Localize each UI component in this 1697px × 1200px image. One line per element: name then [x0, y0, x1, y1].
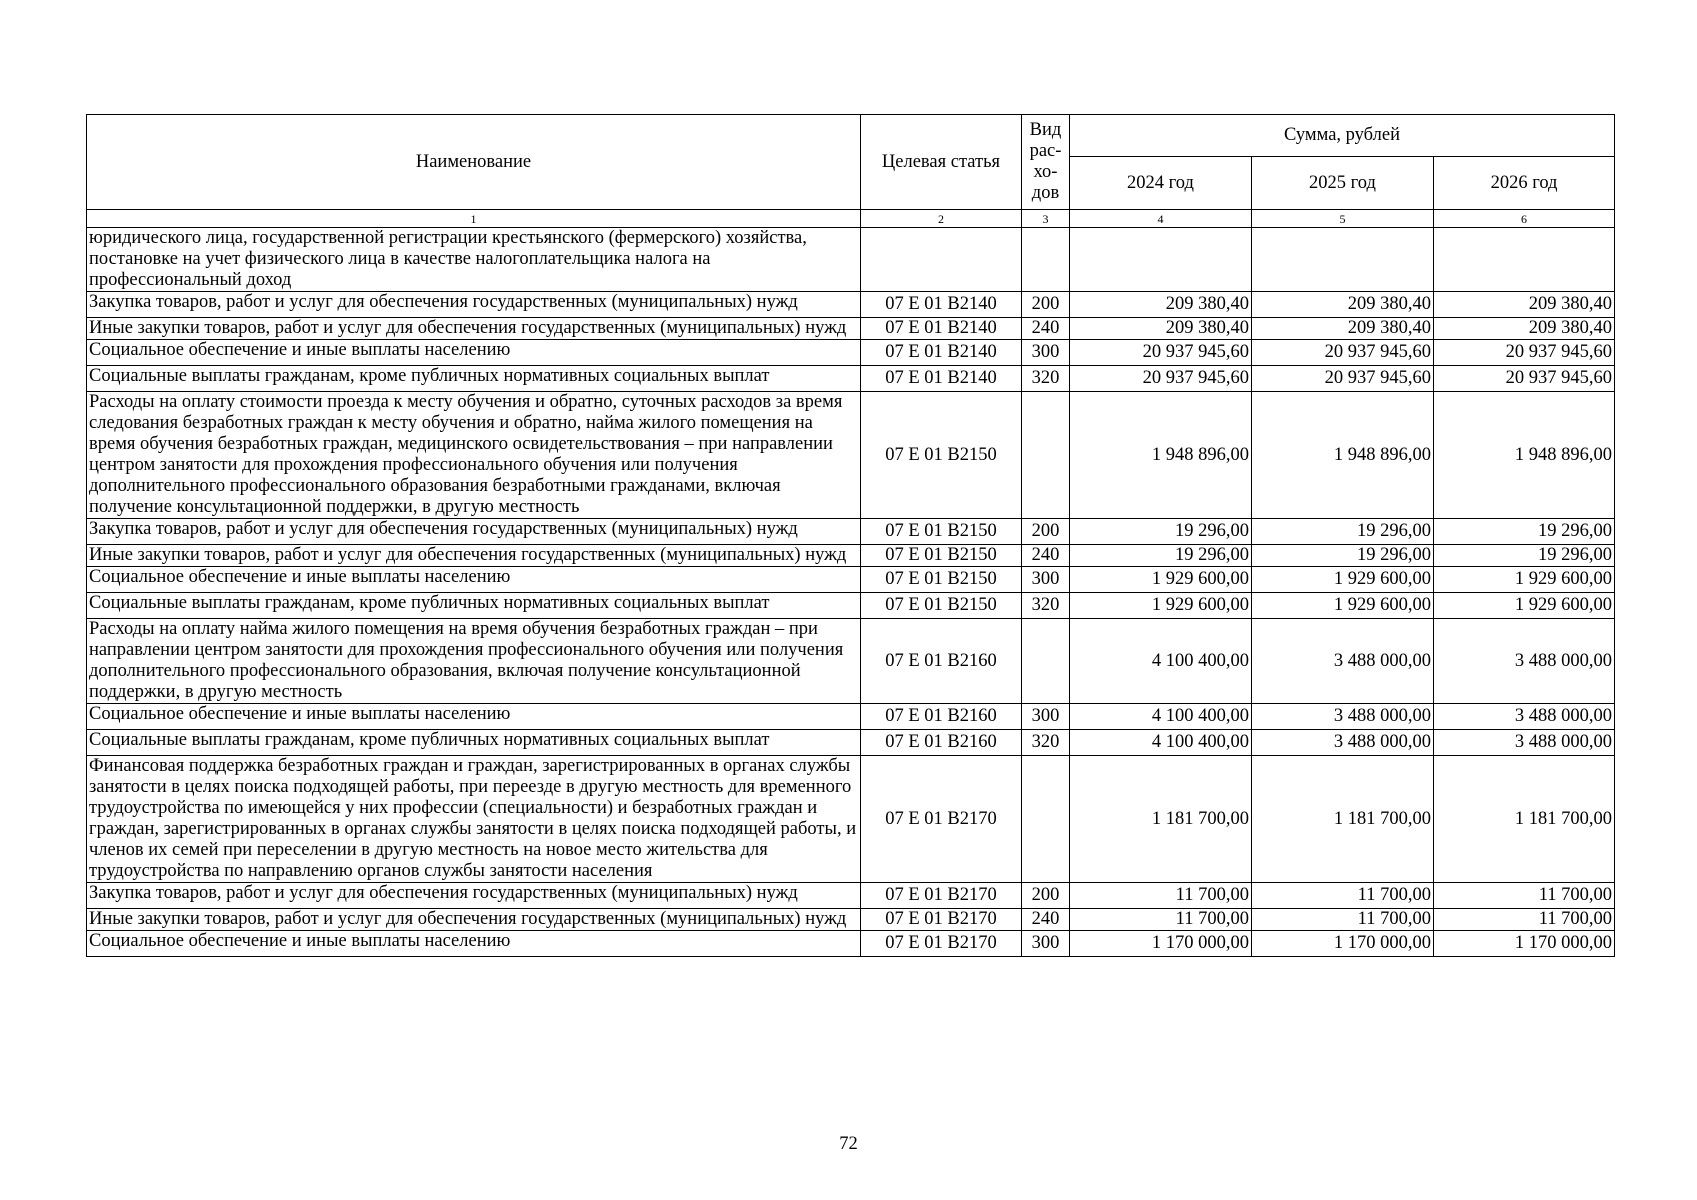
row-target-article: 07 Е 01 В2150: [861, 392, 1022, 519]
row-name: Социальные выплаты гражданам, кроме публичных нормативных социальных выплат: [87, 593, 861, 619]
row-expense-kind: 320: [1022, 366, 1070, 392]
row-name: Социальные выплаты гражданам, кроме публичных нормативных социальных выплат: [87, 730, 861, 756]
row-expense-kind: [1022, 619, 1070, 704]
header-expense-kind: Вид рас-хо-дов: [1022, 115, 1070, 210]
row-amount-2024: 1 929 600,00: [1070, 593, 1252, 619]
row-amount-2025: 11 700,00: [1252, 883, 1434, 909]
row-amount-2026: 3 488 000,00: [1434, 730, 1615, 756]
row-amount-2025: 1 929 600,00: [1252, 567, 1434, 593]
row-amount-2024: [1070, 228, 1252, 292]
row-expense-kind: 200: [1022, 519, 1070, 545]
row-target-article: 07 Е 01 В2170: [861, 909, 1022, 931]
row-expense-kind: 300: [1022, 704, 1070, 730]
table-row: [87, 366, 1615, 392]
row-amount-2025: 1 948 896,00: [1252, 392, 1434, 519]
row-amount-2024: 209 380,40: [1070, 292, 1252, 318]
row-expense-kind: [1022, 756, 1070, 883]
row-expense-kind: [1022, 228, 1070, 292]
header-name: Наименование: [87, 115, 861, 210]
column-number: 1: [87, 210, 861, 228]
table-row: [87, 756, 1615, 883]
row-expense-kind: 240: [1022, 909, 1070, 931]
row-amount-2024: 1 170 000,00: [1070, 931, 1252, 957]
row-name: Социальные выплаты гражданам, кроме публичных нормативных социальных выплат: [87, 366, 861, 392]
row-expense-kind: 200: [1022, 292, 1070, 318]
table-row: [87, 519, 1615, 545]
header-target-article: Целевая статья: [861, 115, 1022, 210]
row-amount-2026: 20 937 945,60: [1434, 340, 1615, 366]
row-target-article: 07 Е 01 В2160: [861, 704, 1022, 730]
table-row: [87, 593, 1615, 619]
row-amount-2025: 209 380,40: [1252, 318, 1434, 340]
row-amount-2026: 209 380,40: [1434, 292, 1615, 318]
table-row: [87, 931, 1615, 957]
header-year-2026: 2026 год: [1434, 157, 1615, 210]
table-row: [87, 704, 1615, 730]
row-amount-2024: 1 948 896,00: [1070, 392, 1252, 519]
table-row: [87, 340, 1615, 366]
row-expense-kind: 200: [1022, 883, 1070, 909]
row-target-article: 07 Е 01 В2140: [861, 292, 1022, 318]
row-name: Закупка товаров, работ и услуг для обеспечения государственных (муниципальных) нужд: [87, 292, 861, 318]
row-amount-2026: 3 488 000,00: [1434, 704, 1615, 730]
table-row: [87, 730, 1615, 756]
row-amount-2025: 209 380,40: [1252, 292, 1434, 318]
row-amount-2026: 19 296,00: [1434, 519, 1615, 545]
row-name: Социальное обеспечение и иные выплаты населению: [87, 931, 861, 957]
page-number: 72: [839, 1134, 858, 1154]
row-name: Иные закупки товаров, работ и услуг для обеспечения государственных (муниципальных) нужд: [87, 545, 861, 567]
row-amount-2026: 1 948 896,00: [1434, 392, 1615, 519]
budget-table: [86, 114, 1615, 957]
row-amount-2026: [1434, 228, 1615, 292]
row-name: Расходы на оплату найма жилого помещения на время обучения безработных граждан – при направлении центром занятости для прохождения профессионального обучения или получения дополнительного профессионального образования, включая получение консультационной поддержки, в другую местность: [87, 619, 861, 704]
table-row: [87, 567, 1615, 593]
column-number: 6: [1434, 210, 1615, 228]
row-amount-2025: 19 296,00: [1252, 519, 1434, 545]
row-amount-2024: 4 100 400,00: [1070, 730, 1252, 756]
table-row: [87, 228, 1615, 292]
row-amount-2024: 1 181 700,00: [1070, 756, 1252, 883]
row-amount-2024: 4 100 400,00: [1070, 704, 1252, 730]
row-amount-2026: 1 929 600,00: [1434, 593, 1615, 619]
row-amount-2024: 1 929 600,00: [1070, 567, 1252, 593]
row-amount-2026: 20 937 945,60: [1434, 366, 1615, 392]
row-target-article: 07 Е 01 В2150: [861, 567, 1022, 593]
column-number: 2: [861, 210, 1022, 228]
row-amount-2025: 3 488 000,00: [1252, 619, 1434, 704]
row-amount-2025: 3 488 000,00: [1252, 704, 1434, 730]
row-expense-kind: 240: [1022, 318, 1070, 340]
row-target-article: [861, 228, 1022, 292]
row-name: Расходы на оплату стоимости проезда к месту обучения и обратно, суточных расходов за время следования безработных граждан к месту обучения и обратно, найма жилого помещения на время обучения безработных граждан, медицинского освидетельствования – при направлении центром занятости для прохождения профессионального обучения или получения дополнительного профессионального образования безработными гражданами, включая получение консультационной поддержки, в другую местность: [87, 392, 861, 519]
row-expense-kind: 240: [1022, 545, 1070, 567]
row-amount-2025: 1 181 700,00: [1252, 756, 1434, 883]
row-name: Социальное обеспечение и иные выплаты населению: [87, 567, 861, 593]
row-amount-2025: 20 937 945,60: [1252, 340, 1434, 366]
row-amount-2025: 1 170 000,00: [1252, 931, 1434, 957]
row-amount-2026: 1 170 000,00: [1434, 931, 1615, 957]
row-name: Финансовая поддержка безработных граждан и граждан, зарегистрированных в органах службы занятости в целях поиска подходящей работы, при переезде в другую местность для временного трудоустройства по имеющейся у них профессии (специальности) и безработных граждан и граждан, зарегистрированных в органах службы занятости в целях поиска подходящей работы, и членов их семей при переселении в другую местность на новое место жительства для трудоустройства по направлению органов службы занятости населения: [87, 756, 861, 883]
column-number: 3: [1022, 210, 1070, 228]
table-row: [87, 392, 1615, 519]
row-target-article: 07 Е 01 В2160: [861, 619, 1022, 704]
row-amount-2024: 19 296,00: [1070, 545, 1252, 567]
row-target-article: 07 Е 01 В2150: [861, 593, 1022, 619]
row-name: Социальное обеспечение и иные выплаты населению: [87, 340, 861, 366]
row-amount-2024: 20 937 945,60: [1070, 340, 1252, 366]
table-row: [87, 619, 1615, 704]
row-amount-2024: 11 700,00: [1070, 883, 1252, 909]
row-amount-2025: 11 700,00: [1252, 909, 1434, 931]
table-row: [87, 292, 1615, 318]
row-target-article: 07 Е 01 В2170: [861, 883, 1022, 909]
row-expense-kind: 320: [1022, 730, 1070, 756]
row-target-article: 07 Е 01 В2150: [861, 545, 1022, 567]
row-amount-2024: 4 100 400,00: [1070, 619, 1252, 704]
row-amount-2026: 3 488 000,00: [1434, 619, 1615, 704]
row-amount-2026: 11 700,00: [1434, 883, 1615, 909]
table-row: [87, 318, 1615, 340]
row-target-article: 07 Е 01 В2150: [861, 519, 1022, 545]
row-expense-kind: 300: [1022, 340, 1070, 366]
row-amount-2024: 209 380,40: [1070, 318, 1252, 340]
header-year-2025: 2025 год: [1252, 157, 1434, 210]
table-row: [87, 883, 1615, 909]
column-number: 5: [1252, 210, 1434, 228]
row-amount-2024: 20 937 945,60: [1070, 366, 1252, 392]
row-name: Иные закупки товаров, работ и услуг для обеспечения государственных (муниципальных) нужд: [87, 909, 861, 931]
row-expense-kind: 300: [1022, 931, 1070, 957]
row-amount-2025: 19 296,00: [1252, 545, 1434, 567]
row-name: юридического лица, государственной регистрации крестьянского (фермерского) хозяйства, постановке на учет физического лица в качестве налогоплательщика налога на профессиональный доход: [87, 228, 861, 292]
row-amount-2025: 1 929 600,00: [1252, 593, 1434, 619]
row-target-article: 07 Е 01 В2140: [861, 318, 1022, 340]
row-name: Закупка товаров, работ и услуг для обеспечения государственных (муниципальных) нужд: [87, 883, 861, 909]
row-name: Иные закупки товаров, работ и услуг для обеспечения государственных (муниципальных) нужд: [87, 318, 861, 340]
row-amount-2025: [1252, 228, 1434, 292]
row-amount-2024: 11 700,00: [1070, 909, 1252, 931]
row-target-article: 07 Е 01 В2170: [861, 931, 1022, 957]
row-name: Социальное обеспечение и иные выплаты населению: [87, 704, 861, 730]
table-row: [87, 909, 1615, 931]
row-expense-kind: 320: [1022, 593, 1070, 619]
row-amount-2025: 20 937 945,60: [1252, 366, 1434, 392]
row-target-article: 07 Е 01 В2160: [861, 730, 1022, 756]
column-number: 4: [1070, 210, 1252, 228]
row-target-article: 07 Е 01 В2140: [861, 340, 1022, 366]
row-name: Закупка товаров, работ и услуг для обеспечения государственных (муниципальных) нужд: [87, 519, 861, 545]
table-row: [87, 545, 1615, 567]
row-amount-2024: 19 296,00: [1070, 519, 1252, 545]
row-target-article: 07 Е 01 В2140: [861, 366, 1022, 392]
row-amount-2026: 19 296,00: [1434, 545, 1615, 567]
row-expense-kind: [1022, 392, 1070, 519]
row-amount-2026: 11 700,00: [1434, 909, 1615, 931]
header-year-2024: 2024 год: [1070, 157, 1252, 210]
row-amount-2025: 3 488 000,00: [1252, 730, 1434, 756]
row-amount-2026: 209 380,40: [1434, 318, 1615, 340]
row-amount-2026: 1 181 700,00: [1434, 756, 1615, 883]
row-target-article: 07 Е 01 В2170: [861, 756, 1022, 883]
row-expense-kind: 300: [1022, 567, 1070, 593]
budget-sheet: [86, 114, 1614, 957]
header-amount-group: Сумма, рублей: [1070, 115, 1615, 157]
row-amount-2026: 1 929 600,00: [1434, 567, 1615, 593]
column-number-row: [87, 210, 1615, 228]
